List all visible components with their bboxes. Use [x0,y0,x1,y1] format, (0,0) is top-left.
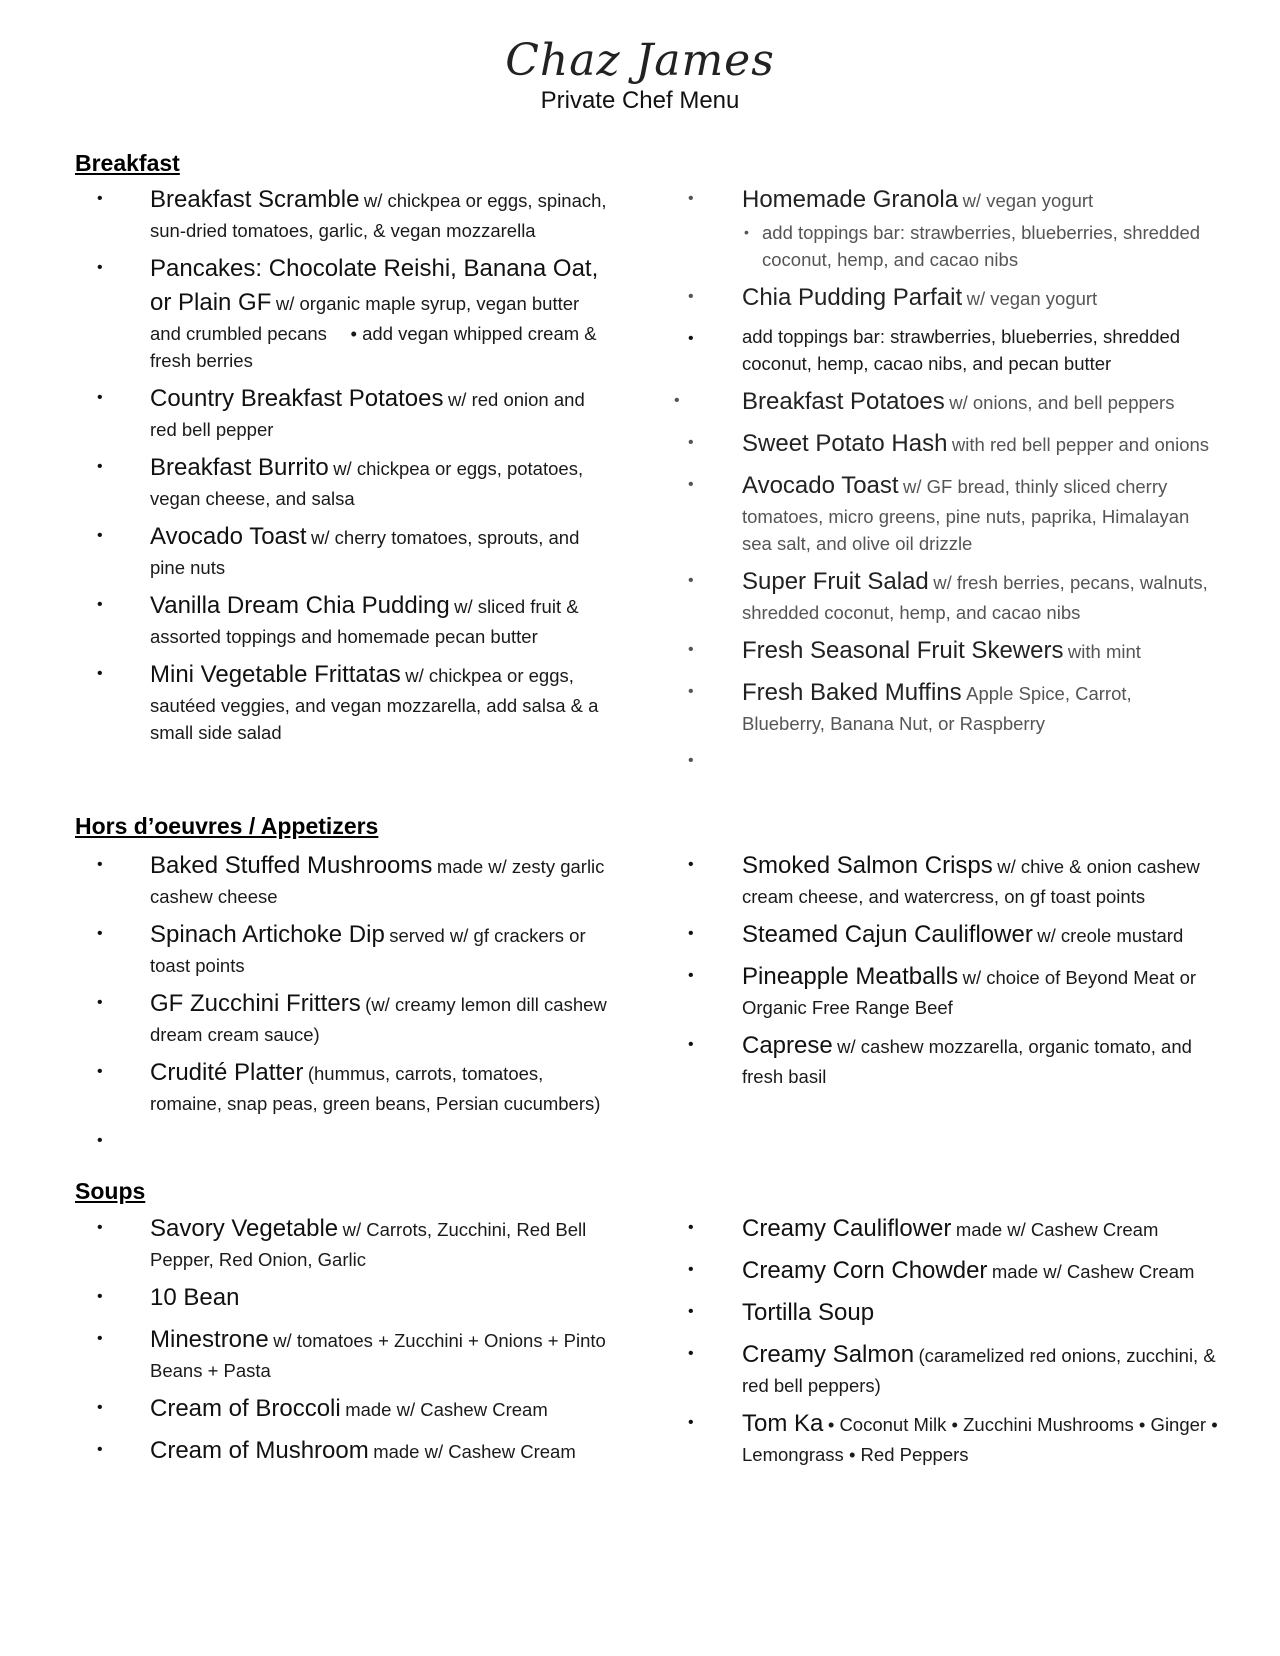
menu-item [75,1281,615,1315]
bullet-icon: • [97,596,103,613]
menu-item [75,451,615,512]
item-desc: made w/ Cashew Cream [345,1399,548,1420]
item-desc: made w/ Cashew Cream [373,1441,576,1462]
section-title-appetizers: Hors d’oeuvres / Appetizers [75,813,379,839]
item-desc: with red bell pepper and onions [951,434,1210,455]
item-desc: w/ vegan yogurt [962,190,1094,211]
item-name: Tom Ka [742,1410,824,1437]
menu-item [75,1434,615,1468]
menu-item [75,183,615,244]
bullet-icon: • [688,1303,694,1320]
item-desc: w/ chive & onion cashew cream cheese, and watercress, on gf toast points [742,856,1200,907]
item-desc: add toppings bar: strawberries, blueberries, shredded coconut, hemp, cacao nibs, and pecan butter [742,326,1181,374]
item-name: Breakfast Burrito [150,454,329,481]
item-desc: (caramelized red onions, zucchini, & red bell peppers) [742,1345,1216,1396]
menu-item [75,382,615,443]
menu-item [75,658,615,746]
bullet-icon: • [97,1330,103,1347]
bullet-icon: • [97,1288,103,1305]
item-desc: (hummus, carrots, tomatoes, romaine, snap peas, green beans, Persian cucumbers) [150,1063,601,1114]
item-name: Savory Vegetable [150,1215,339,1242]
sub-item-text: add toppings bar: strawberries, blueberries, shredded coconut, hemp, and cacao nibs [762,222,1201,270]
menu-item [688,1029,1218,1090]
menu-item [674,385,1218,419]
bullet-icon: • [97,925,103,942]
item-name: Cream of Mushroom [150,1437,369,1464]
bullet-icon: • [688,572,694,589]
chef-name: Chaz James [505,35,775,86]
menu-item [75,1392,615,1426]
item-name: 10 Bean [150,1284,240,1311]
item-name: Pineapple Meatballs [742,963,959,990]
item-name: Minestrone [150,1326,269,1353]
item-name: Chia Pudding Parfait [742,284,963,311]
soups-left-list [75,1212,615,1476]
item-name: Mini Vegetable Frittatas [150,661,401,688]
menu-item [688,1254,1218,1288]
menu-item [688,565,1218,626]
item-name: Smoked Salmon Crisps [742,852,993,879]
bullet-icon: • [688,288,694,305]
item-desc: w/ cherry tomatoes, sprouts, and pine nuts [150,527,580,578]
menu-item [75,589,615,650]
item-name: Cream of Broccoli [150,1395,341,1422]
menu-item [75,520,615,581]
item-desc: w/ tomatoes + Zucchini + Onions + Pinto Beans + Pasta [150,1330,606,1381]
section-title-breakfast: Breakfast [75,150,180,176]
item-desc: w/ vegan yogurt [966,288,1098,309]
bullet-icon: • [688,1261,694,1278]
bullet-icon: • [97,856,103,873]
bullet-icon: • [97,1063,103,1080]
menu-item [75,918,615,979]
menu-item [688,1407,1218,1468]
item-name: Avocado Toast [742,472,899,499]
menu-item [75,1056,615,1117]
bullet-icon: • [688,434,694,451]
menu-item [688,281,1218,315]
bullet-icon: • [688,856,694,873]
item-desc: w/ red onion and red bell pepper [150,389,585,440]
bullet-icon: • [97,1132,103,1149]
item-name: Breakfast Scramble [150,186,360,213]
menu-item [75,252,615,374]
bullet-icon: • [97,1399,103,1416]
item-desc: w/ creole mustard [1037,925,1184,946]
item-name: Tortilla Soup [742,1299,875,1326]
item-desc: w/ sliced fruit & assorted toppings and homemade pecan butter [150,596,579,647]
item-name: Baked Stuffed Mushrooms [150,852,433,879]
item-name: Vanilla Dream Chia Pudding [150,592,450,619]
item-desc: w/ fresh berries, pecans, walnuts, shredded coconut, hemp, and cacao nibs [742,572,1208,623]
item-desc: made w/ Cashew Cream [991,1261,1195,1282]
bullet-icon: • [688,1219,694,1236]
item-name: Homemade Granola [742,186,959,213]
menu-subtitle: Private Chef Menu [540,87,740,114]
empty-list-item [75,1125,615,1151]
item-name: Pancakes: Chocolate Reishi, Banana Oat, or Plain GF [150,255,599,316]
menu-item [75,1323,615,1384]
bullet-icon: • [97,527,103,544]
soups-right-list [688,1212,1218,1476]
item-name: Avocado Toast [150,523,307,550]
item-desc: w/ Carrots, Zucchini, Red Bell Pepper, Red Onion, Garlic [150,1219,587,1270]
item-name: Breakfast Potatoes [742,388,945,415]
item-desc: made w/ zesty garlic cashew cheese [150,856,605,907]
bullet-icon: • [688,190,694,207]
menu-item [75,987,615,1048]
empty-list-item [688,745,1218,771]
menu-item [688,1296,1218,1330]
breakfast-right-list [674,183,1218,779]
item-desc: w/ chickpea or eggs, sautéed veggies, and vegan mozzarella, add salsa & a small side salad [150,665,599,743]
bullet-icon: • [97,1219,103,1236]
bullet-icon: • [744,224,749,240]
item-name: Country Breakfast Potatoes [150,385,444,412]
bullet-icon: • [97,259,103,276]
item-name: Creamy Corn Chowder [742,1257,988,1284]
item-name: Steamed Cajun Cauliflower [742,921,1033,948]
item-name: Sweet Potato Hash [742,430,948,457]
bullet-icon: • [688,967,694,984]
item-desc: w/ chickpea or eggs, potatoes, vegan cheese, and salsa [150,458,584,509]
appetizers-left-list [75,849,615,1159]
menu-item [688,1212,1218,1246]
bullet-icon: • [688,925,694,942]
bullet-icon: • [97,389,103,406]
bullet-icon: • [688,641,694,658]
menu-item [75,849,615,910]
bullet-icon: • [688,476,694,493]
menu-item [688,676,1218,737]
item-desc: with mint [1067,641,1141,662]
item-name: GF Zucchini Fritters [150,990,361,1017]
item-desc: Apple Spice, Carrot, Blueberry, Banana Nut, or Raspberry [742,683,1132,734]
breakfast-left-list [75,183,615,754]
item-desc: (w/ creamy lemon dill cashew dream cream sauce) [150,994,607,1045]
bullet-icon: • [97,665,103,682]
menu-item [688,427,1218,461]
bullet-icon: • [688,1414,694,1431]
menu-header [0,36,1280,116]
bullet-icon: • [97,994,103,1011]
bullet-icon: • [688,1036,694,1053]
bullet-icon: • [97,1441,103,1458]
bullet-icon: • [97,190,103,207]
item-desc: w/ choice of Beyond Meat or Organic Free Range Beef [742,967,1197,1018]
item-name: Spinach Artichoke Dip [150,921,385,948]
appetizers-right-list [688,849,1218,1098]
menu-item [688,183,1218,273]
item-name: Fresh Baked Muffins [742,679,962,706]
menu-item [688,960,1218,1021]
item-name: Super Fruit Salad [742,568,929,595]
menu-item [688,1338,1218,1399]
item-name: Fresh Seasonal Fruit Skewers [742,637,1064,664]
sub-item [742,219,1218,273]
menu-item [75,1212,615,1273]
item-name: Caprese [742,1032,833,1059]
menu-item [688,469,1218,557]
menu-item [688,918,1218,952]
bullet-icon: • [97,458,103,475]
item-name: Crudité Platter [150,1059,304,1086]
item-name: Creamy Cauliflower [742,1215,952,1242]
menu-item [688,849,1218,910]
item-desc: w/ onions, and bell peppers [949,392,1175,413]
section-title-soups: Soups [75,1178,146,1204]
item-desc: made w/ Cashew Cream [955,1219,1159,1240]
bullet-icon: • [688,330,694,347]
item-desc: w/ GF bread, thinly sliced cherry tomatoes, micro greens, pine nuts, paprika, Himalayan sea salt, and olive oil drizzle [742,476,1190,554]
bullet-icon: • [688,683,694,700]
item-desc: w/ cashew mozzarella, organic tomato, and fresh basil [742,1036,1192,1087]
item-name: Creamy Salmon [742,1341,915,1368]
menu-item [688,634,1218,668]
item-desc: w/ organic maple syrup, vegan butter and crumbled pecans • add vegan whipped cream & fresh berries [150,293,597,371]
bullet-icon: • [688,752,694,769]
bullet-icon: • [688,1345,694,1362]
bullet-icon: • [674,392,680,409]
item-desc: • Coconut Milk • Zucchini Mushrooms • Ginger • Lemongrass • Red Peppers [742,1414,1218,1465]
item-desc: served w/ gf crackers or toast points [150,925,586,976]
item-desc: w/ chickpea or eggs, spinach, sun-dried tomatoes, garlic, & vegan mozzarella [150,190,607,241]
menu-item [688,323,1218,377]
